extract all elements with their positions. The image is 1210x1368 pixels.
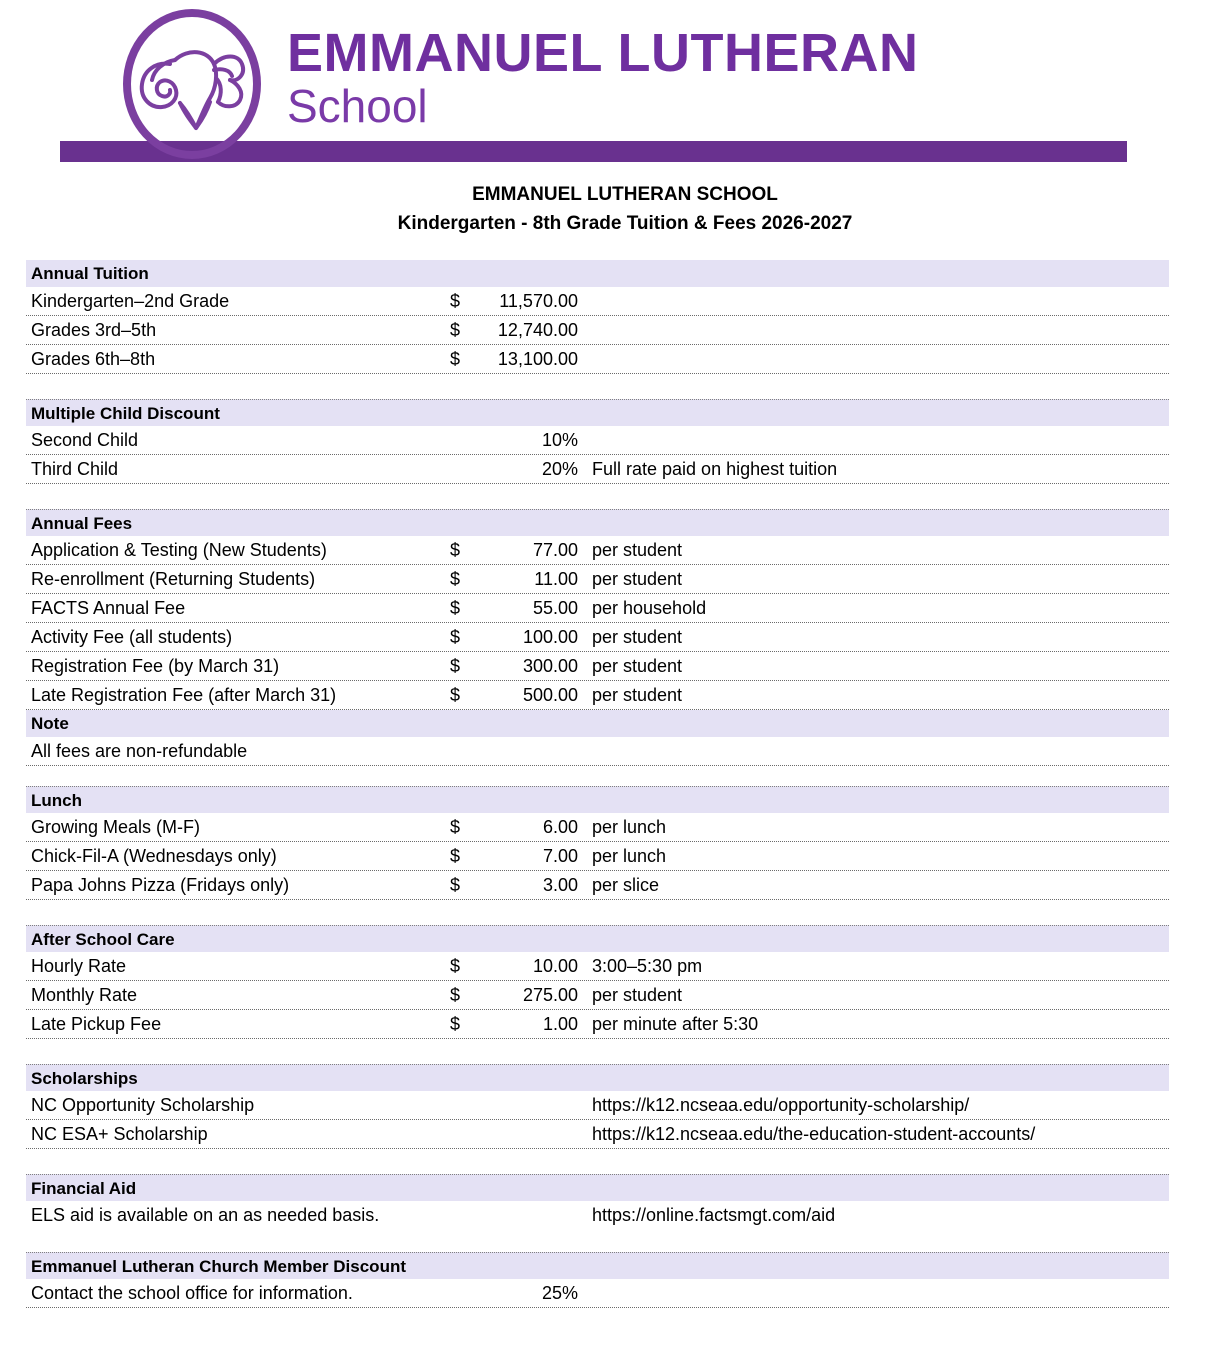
tuition-and-fees-table <box>26 260 1169 1308</box>
financial-aid-link[interactable]: https://online.factsmgt.com/aid <box>592 1205 836 1225</box>
section-after-school-care <box>26 925 1169 1039</box>
row-currency: $ <box>450 569 461 589</box>
section-header: Note <box>26 710 1169 737</box>
row-label: Growing Meals (M-F) <box>31 817 201 837</box>
row-label: Re-enrollment (Returning Students) <box>31 569 316 589</box>
row-currency: $ <box>450 627 461 647</box>
row-amount: 55.00 <box>532 598 578 618</box>
row-label: Papa Johns Pizza (Fridays only) <box>31 875 290 895</box>
row-unit: per lunch <box>592 846 667 866</box>
table-row <box>26 681 1169 710</box>
row-unit: per slice <box>592 875 660 895</box>
row-amount: 100.00 <box>522 627 578 647</box>
row-label: Third Child <box>31 459 119 479</box>
row-currency: $ <box>450 685 461 705</box>
row-currency: $ <box>450 985 461 1005</box>
section-spacer <box>26 766 1169 786</box>
row-unit: per student <box>592 985 683 1005</box>
section-spacer <box>26 484 1169 509</box>
section-spacer <box>26 1039 1169 1064</box>
row-unit: per minute after 5:30 <box>592 1014 759 1034</box>
section-note <box>26 710 1169 766</box>
section-spacer <box>26 900 1169 925</box>
row-currency: $ <box>450 875 461 895</box>
row-label: Registration Fee (by March 31) <box>31 656 280 676</box>
row-unit: per student <box>592 656 683 676</box>
row-label: Monthly Rate <box>31 985 138 1005</box>
row-currency: $ <box>450 598 461 618</box>
table-row <box>26 1091 1169 1120</box>
row-percent: 10% <box>541 430 578 450</box>
row-currency: $ <box>450 956 461 976</box>
section-header: Lunch <box>26 786 1169 813</box>
table-row <box>26 652 1169 681</box>
row-currency: $ <box>450 1014 461 1034</box>
section-header: Financial Aid <box>26 1174 1169 1201</box>
row-label: ELS aid is available on an as needed basis. <box>31 1205 380 1225</box>
row-label: Chick-Fil-A (Wednesdays only) <box>31 846 277 866</box>
row-percent: 20% <box>541 459 578 479</box>
row-label: All fees are non-refundable <box>31 741 248 761</box>
row-note: Full rate paid on highest tuition <box>592 459 838 479</box>
table-row <box>26 536 1169 565</box>
row-amount: 12,740.00 <box>497 320 578 340</box>
row-unit: per household <box>592 598 707 618</box>
row-percent: 25% <box>541 1283 578 1303</box>
row-amount: 500.00 <box>522 685 578 705</box>
row-currency: $ <box>450 291 461 311</box>
row-label: Activity Fee (all students) <box>31 627 233 647</box>
row-percent-cell <box>26 1279 578 1308</box>
table-row <box>26 594 1169 623</box>
row-unit: 3:00–5:30 pm <box>592 956 703 976</box>
section-multiple-child-discount <box>26 399 1169 484</box>
wordmark-secondary: School <box>287 80 428 132</box>
row-label: Grades 6th–8th <box>31 349 156 369</box>
table-row <box>26 981 1169 1010</box>
table-row <box>26 623 1169 652</box>
table-row <box>26 842 1169 871</box>
row-amount: 11.00 <box>534 569 578 589</box>
row-unit: per student <box>592 627 683 647</box>
row-label: Late Registration Fee (after March 31) <box>31 685 337 705</box>
row-label: Hourly Rate <box>31 956 127 976</box>
scholarship-link[interactable]: https://k12.ncseaa.edu/opportunity-scholarship/ <box>592 1095 970 1115</box>
page-title <box>0 180 1210 238</box>
row-amount: 10.00 <box>532 956 578 976</box>
row-amount: 275.00 <box>522 985 578 1005</box>
table-row <box>26 737 1169 766</box>
row-percent-cell <box>26 426 578 455</box>
section-annual-tuition <box>26 260 1169 374</box>
row-label: Grades 3rd–5th <box>31 320 157 340</box>
row-currency: $ <box>450 656 461 676</box>
row-unit: per student <box>592 685 683 705</box>
table-row <box>26 345 1169 374</box>
section-scholarships <box>26 1064 1169 1149</box>
table-row <box>26 871 1169 900</box>
row-amount: 13,100.00 <box>497 349 578 369</box>
row-amount: 7.00 <box>542 846 578 866</box>
school-wordmark <box>287 24 987 132</box>
section-header: Scholarships <box>26 1064 1169 1091</box>
scholarship-link[interactable]: https://k12.ncseaa.edu/the-education-student-accounts/ <box>592 1124 1036 1144</box>
section-header: After School Care <box>26 925 1169 952</box>
row-amount: 300.00 <box>522 656 578 676</box>
table-row <box>26 565 1169 594</box>
row-label: Second Child <box>31 430 139 450</box>
table-row <box>26 1201 1169 1230</box>
section-financial-aid <box>26 1174 1169 1230</box>
letterhead <box>0 0 1210 168</box>
section-annual-fees <box>26 509 1169 710</box>
row-currency: $ <box>450 540 461 560</box>
section-lunch <box>26 786 1169 900</box>
row-currency: $ <box>450 817 461 837</box>
row-amount: 77.00 <box>532 540 578 560</box>
table-row <box>26 952 1169 981</box>
section-header: Multiple Child Discount <box>26 399 1169 426</box>
row-label: FACTS Annual Fee <box>31 598 186 618</box>
table-row <box>26 1279 1169 1308</box>
row-unit: per student <box>592 569 683 589</box>
row-currency: $ <box>450 320 461 340</box>
row-currency: $ <box>450 846 461 866</box>
table-row <box>26 426 1169 455</box>
row-label: Contact the school office for information. <box>31 1283 353 1303</box>
table-row <box>26 287 1169 316</box>
row-label: Kindergarten–2nd Grade <box>31 291 230 311</box>
section-header: Annual Fees <box>26 509 1169 536</box>
row-amount: 11,570.00 <box>499 291 578 311</box>
row-label: NC ESA+ Scholarship <box>31 1124 208 1144</box>
section-header: Annual Tuition <box>26 260 1169 287</box>
section-church-member-discount <box>26 1252 1169 1308</box>
table-row <box>26 813 1169 842</box>
row-unit: per lunch <box>592 817 667 837</box>
row-amount: 6.00 <box>542 817 578 837</box>
table-row <box>26 316 1169 345</box>
row-amount: 1.00 <box>542 1014 578 1034</box>
row-label: NC Opportunity Scholarship <box>31 1095 255 1115</box>
section-spacer <box>26 1230 1169 1252</box>
wordmark-primary: EMMANUEL LUTHERAN <box>287 23 919 83</box>
table-row <box>26 455 1169 484</box>
page-title-line-2: Kindergarten - 8th Grade Tuition & Fees 2026-2027 <box>397 213 853 234</box>
row-label: Late Pickup Fee <box>31 1014 162 1034</box>
section-header: Emmanuel Lutheran Church Member Discount <box>26 1252 1169 1279</box>
ram-head-in-oval-logo-icon <box>118 8 266 160</box>
row-unit: per student <box>592 540 683 560</box>
table-row <box>26 1120 1169 1149</box>
row-amount: 3.00 <box>542 875 578 895</box>
section-spacer <box>26 1149 1169 1174</box>
page-title-line-1: EMMANUEL LUTHERAN SCHOOL <box>472 184 778 205</box>
row-currency: $ <box>450 349 461 369</box>
row-label: Application & Testing (New Students) <box>31 540 327 560</box>
table-row <box>26 1010 1169 1039</box>
row-percent-cell <box>26 455 578 484</box>
section-spacer <box>26 374 1169 399</box>
